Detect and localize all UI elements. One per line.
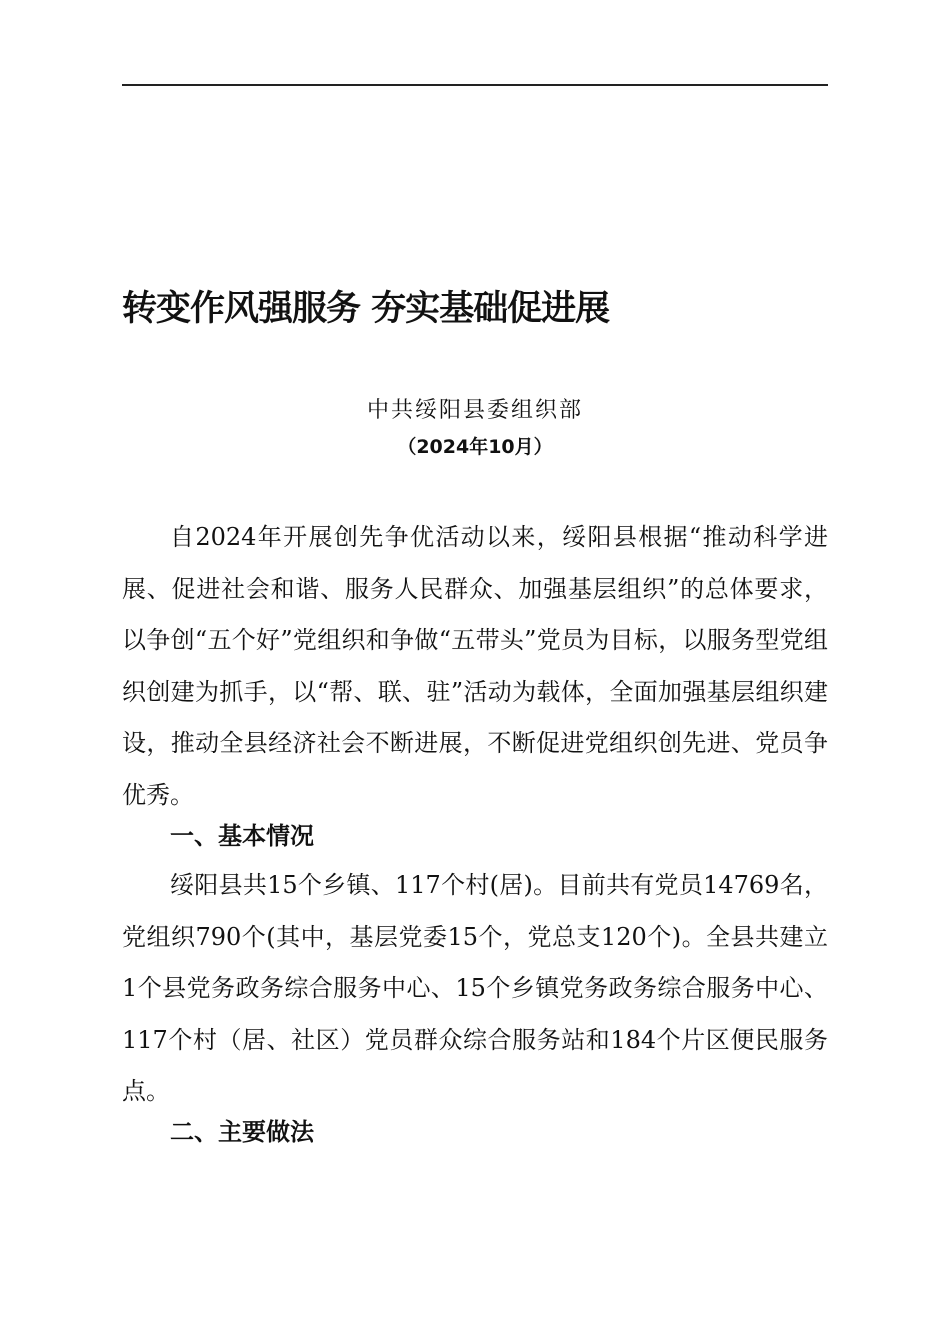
basic-info-paragraph: 绥阳县共15个乡镇、117个村(居)。目前共有党员14769名，党组织790个(其中，基层党委15个，党总支120个)。全县共建立1个县党务政务综合服务中心、15个乡镇党务政务综合服务中心、117个村（居、社区）党员群众综合服务站和184个片区便民服务点。: [122, 871, 828, 1105]
document-date: （2024年10月）: [397, 436, 553, 458]
section-heading-basic-info: 一、基本情况: [170, 822, 314, 850]
document-author: 中共绥阳县委组织部: [366, 398, 583, 423]
header-rule: [122, 84, 828, 86]
intro-paragraph: 自2024年开展创先争优活动以来，绥阳县根据“推动科学进展、促进社会和谐、服务人民群众、加强基层组织”的总体要求，以争创“五个好”党组织和争做“五带头”党员为目标，以服务型党组织创建为抓手，以“帮、联、驻”活动为载体，全面加强基层组织建设，推动全县经济社会不断进展，不断促进党组织创先进、党员争优秀。: [122, 523, 828, 809]
document-title: 转变作风强服务 夯实基础促进展: [122, 289, 610, 329]
section-heading-main-practices: 二、主要做法: [170, 1118, 314, 1146]
